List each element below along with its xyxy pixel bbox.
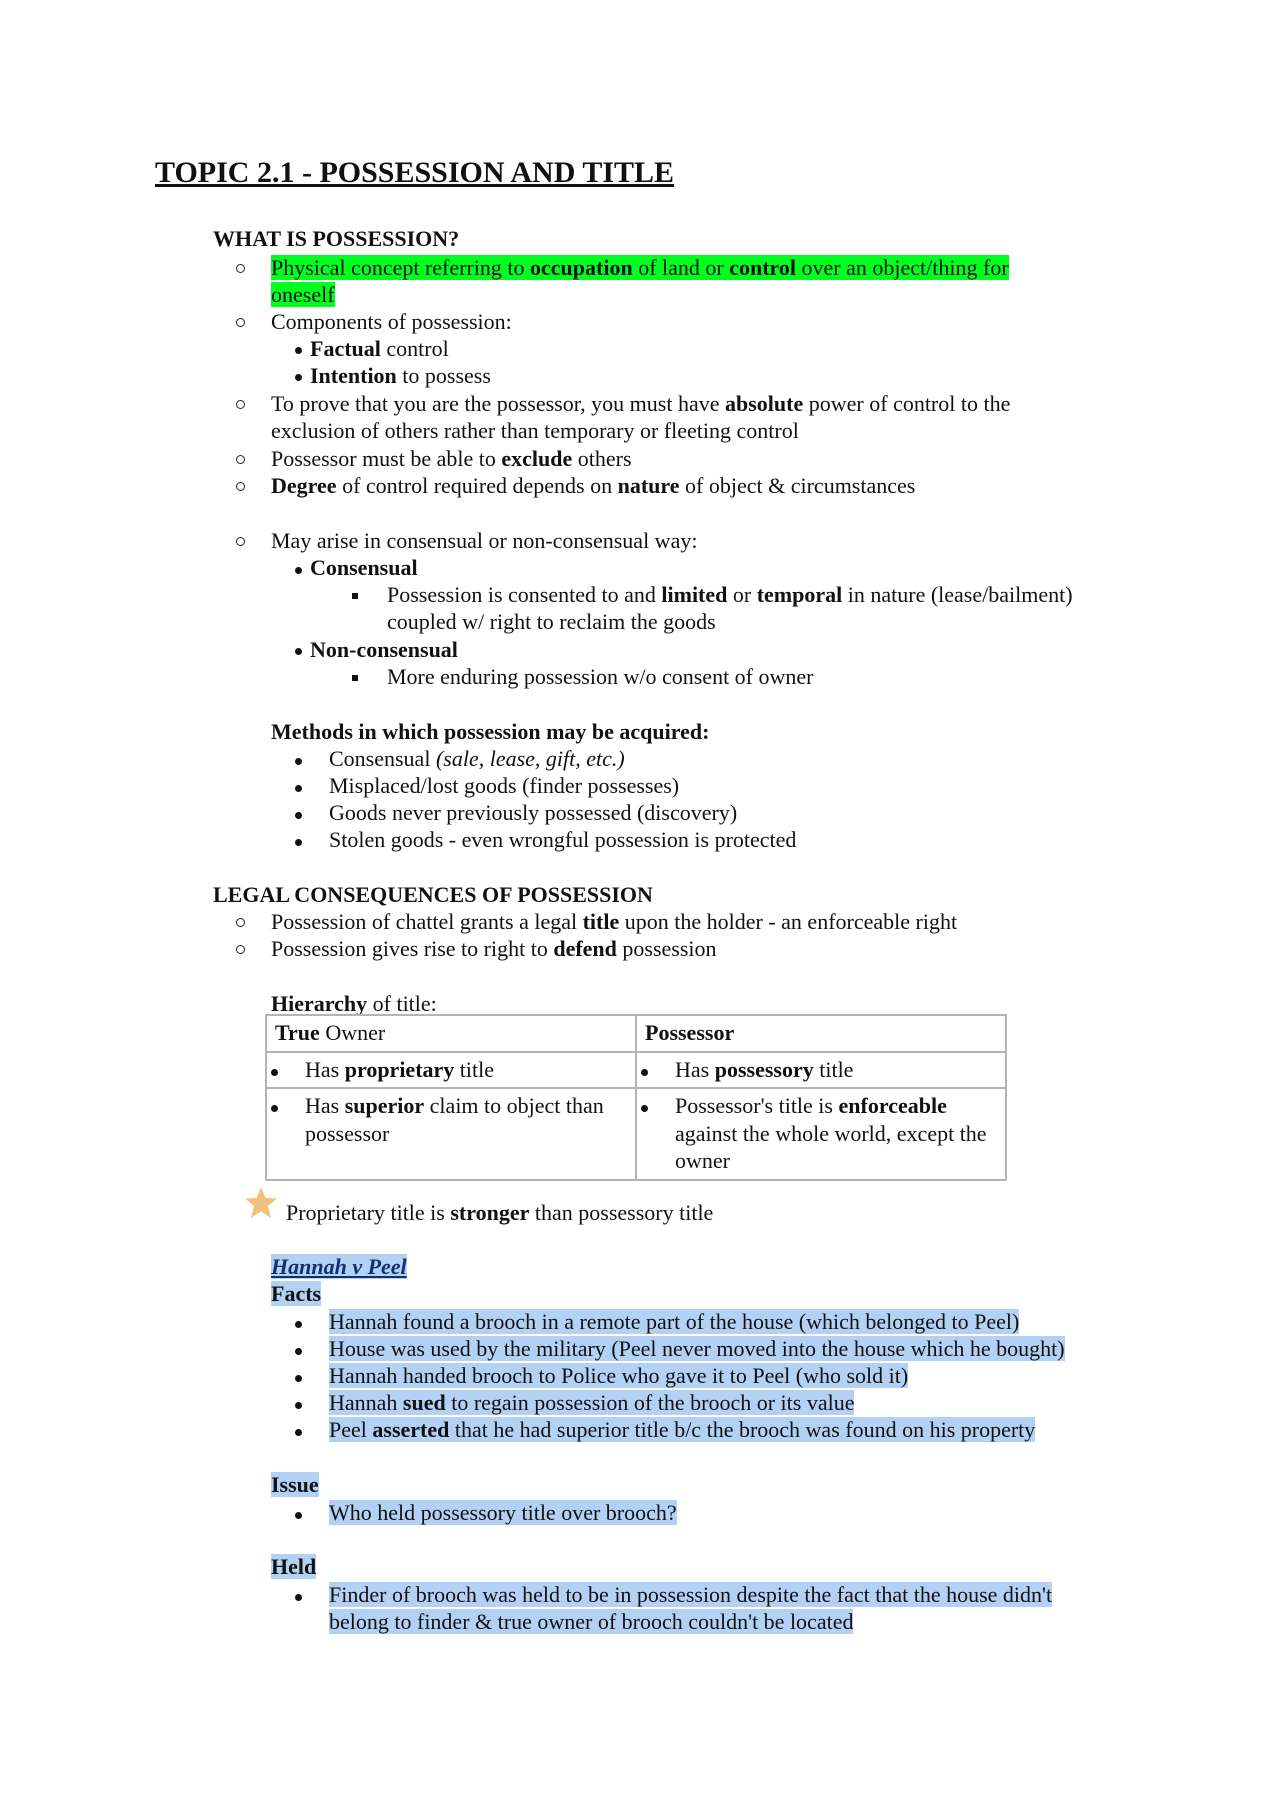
table-row bbox=[266, 1052, 1006, 1089]
table-header-possessor: Possessor bbox=[636, 1015, 1006, 1052]
consequence-defend: Possession gives rise to right to defend possession bbox=[271, 936, 717, 961]
definition-line-1: Physical concept referring to occupation of land or control over an object/thing for bbox=[271, 255, 1009, 280]
held-heading: Held bbox=[271, 1554, 317, 1579]
methods-heading: Methods in which possession may be acquired: bbox=[271, 719, 710, 744]
fact-3: Hannah handed brooch to Police who gave it to Peel (who sold it) bbox=[329, 1363, 909, 1388]
component-intention: Intention to possess bbox=[310, 363, 491, 388]
bullet-circle bbox=[236, 918, 245, 927]
star-icon bbox=[244, 1186, 278, 1220]
bullet-dot bbox=[295, 567, 302, 574]
bullet-dot bbox=[295, 648, 302, 655]
bullet-dot bbox=[295, 1375, 302, 1382]
consequence-title: Possession of chattel grants a legal title upon the holder - an enforceable right bbox=[271, 909, 958, 934]
bullet-circle bbox=[236, 455, 245, 464]
bullet-dot bbox=[295, 1429, 302, 1436]
bullet-circle bbox=[236, 945, 245, 954]
bullet-dot bbox=[271, 1105, 278, 1112]
bullet-dot bbox=[295, 1402, 302, 1409]
method-consensual: Consensual (sale, lease, gift, etc.) bbox=[329, 746, 625, 771]
bullet-square bbox=[352, 593, 358, 599]
method-stolen: Stolen goods - even wrongful possession is protected bbox=[329, 827, 797, 852]
bullet-dot bbox=[295, 1594, 302, 1601]
table-header-row bbox=[266, 1015, 1006, 1052]
bullet-dot bbox=[295, 1512, 302, 1519]
bullet-dot bbox=[295, 758, 302, 765]
hierarchy-table bbox=[265, 1014, 1007, 1181]
method-never-possessed: Goods never previously possessed (discovery) bbox=[329, 800, 738, 825]
components-label: Components of possession: bbox=[271, 309, 512, 334]
star-note: Proprietary title is stronger than possessory title bbox=[286, 1200, 714, 1225]
bullet-circle bbox=[236, 318, 245, 327]
table-cell: Possessor's title is enforceable against the whole world, except the owner bbox=[636, 1088, 1006, 1180]
bullet-dot bbox=[295, 812, 302, 819]
fact-4: Hannah sued to regain possession of the brooch or its value bbox=[329, 1390, 855, 1415]
fact-1: Hannah found a brooch in a remote part of the house (which belonged to Peel) bbox=[329, 1309, 1020, 1334]
bullet-circle bbox=[236, 400, 245, 409]
table-row bbox=[266, 1088, 1006, 1180]
method-misplaced: Misplaced/lost goods (finder possesses) bbox=[329, 773, 680, 798]
fact-2: House was used by the military (Peel never moved into the house which he bought) bbox=[329, 1336, 1065, 1361]
bullet-dot bbox=[641, 1069, 648, 1076]
consensual-label: Consensual bbox=[310, 555, 418, 580]
bullet-dot bbox=[295, 1348, 302, 1355]
section-heading-legal-consequences: LEGAL CONSEQUENCES OF POSSESSION bbox=[213, 882, 653, 907]
table-cell: Has superior claim to object than possessor bbox=[266, 1088, 636, 1180]
bullet-dot bbox=[295, 1321, 302, 1328]
bullet-dot bbox=[295, 839, 302, 846]
issue-heading: Issue bbox=[271, 1472, 319, 1497]
consensual-line-2: coupled w/ right to reclaim the goods bbox=[387, 609, 716, 634]
bullet-circle bbox=[236, 482, 245, 491]
exclude-line: Possessor must be able to exclude others bbox=[271, 446, 632, 471]
table-header-true-owner: True Owner bbox=[266, 1015, 636, 1052]
facts-heading: Facts bbox=[271, 1281, 322, 1306]
issue-1: Who held possessory title over brooch? bbox=[329, 1500, 677, 1525]
bullet-dot bbox=[295, 785, 302, 792]
held-line-1: Finder of brooch was held to be in possession despite the fact that the house didn't bbox=[329, 1582, 1053, 1607]
held-line-2: belong to finder & true owner of brooch couldn't be located bbox=[329, 1609, 854, 1634]
bullet-dot bbox=[641, 1105, 648, 1112]
prove-line-2: exclusion of others rather than temporary or fleeting control bbox=[271, 418, 799, 443]
fact-5: Peel asserted that he had superior title b/c the brooch was found on his property bbox=[329, 1417, 1036, 1442]
degree-line: Degree of control required depends on nature of object & circumstances bbox=[271, 473, 916, 498]
case-name: Hannah v Peel bbox=[271, 1254, 407, 1279]
nonconsensual-label: Non-consensual bbox=[310, 637, 458, 662]
bullet-square bbox=[352, 675, 358, 681]
bullet-circle bbox=[236, 264, 245, 273]
table-cell: Has proprietary title bbox=[266, 1052, 636, 1089]
bullet-dot bbox=[295, 374, 302, 381]
page-title: TOPIC 2.1 - POSSESSION AND TITLE bbox=[155, 156, 675, 189]
bullet-circle bbox=[236, 537, 245, 546]
arise-line: May arise in consensual or non-consensual way: bbox=[271, 528, 698, 553]
bullet-dot bbox=[271, 1069, 278, 1076]
prove-line-1: To prove that you are the possessor, you must have absolute power of control to the bbox=[271, 391, 1011, 416]
component-factual: Factual control bbox=[310, 336, 449, 361]
bullet-dot bbox=[295, 347, 302, 354]
consensual-line-1: Possession is consented to and limited or temporal in nature (lease/bailment) bbox=[387, 582, 1073, 607]
section-heading-what-is-possession: WHAT IS POSSESSION? bbox=[213, 226, 460, 251]
hierarchy-label: Hierarchy of title: bbox=[271, 991, 437, 1016]
nonconsensual-line: More enduring possession w/o consent of owner bbox=[387, 664, 814, 689]
table-cell: Has possessory title bbox=[636, 1052, 1006, 1089]
definition-line-2: oneself bbox=[271, 282, 335, 307]
